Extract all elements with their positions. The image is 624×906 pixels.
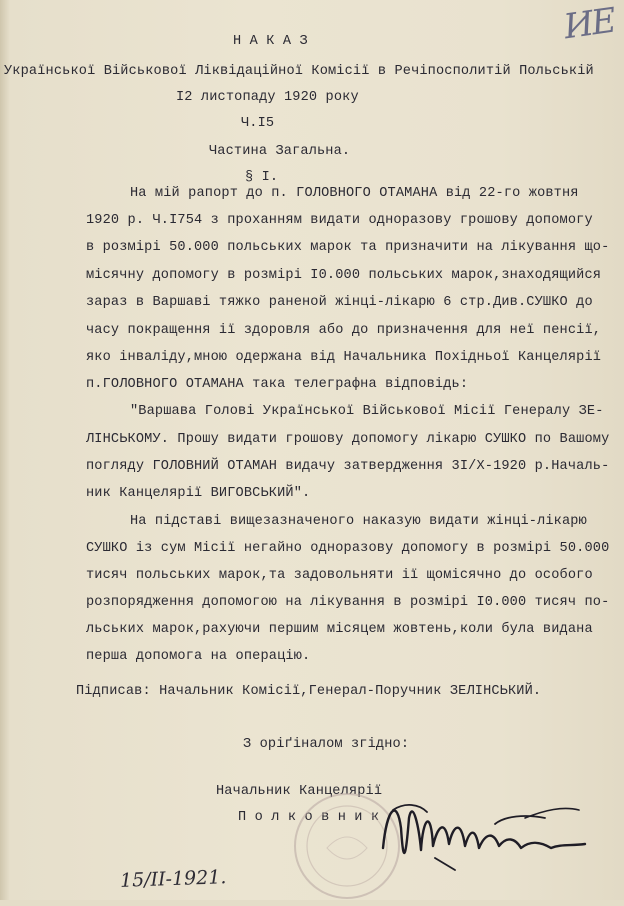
signed-line: Підписав: Начальник Комісії,Генерал-Поручник ЗЕЛІНСЬКИЙ. — [76, 684, 542, 699]
body-line: п.ГОЛОВНОГО ОТАМАНА така телеграфна відповідь: — [86, 377, 469, 392]
section-title: Частина Загальна. — [209, 144, 351, 159]
body-line: яко інваліду,мною одержана від Начальника Похідньої Канцелярії — [86, 350, 602, 365]
document-subtitle: Української Військової Ліквідаційної Комісії в Речіпосполитій Польській — [4, 64, 594, 79]
quote-line: погляду ГОЛОВНИЙ ОТАМАН видачу затвердження 3I/Х-1920 р.Началь- — [86, 459, 610, 474]
quote-line: ник Канцелярії ВИГОВСЬКИЙ". — [86, 486, 311, 501]
document-date: I2 листопаду 1920 року — [176, 90, 359, 105]
signatory-title: Начальник Канцелярії — [216, 784, 383, 799]
body-line: часу покращення ії здоровля або до призначення для неї пенсії, — [86, 323, 602, 338]
body-line: місячну допомогу в розмірі I0.000 польських марок,знаходящийся — [86, 268, 602, 283]
order-number: Ч.I5 — [241, 116, 275, 131]
body-line: СУШКО із сум Місії негайно одноразову допомогу в розмірі 50.000 — [86, 541, 610, 556]
archive-mark: ИЕ — [560, 0, 617, 48]
quote-line: ЛІНСЬКОМУ. Прошу видати грошову допомогу лікарю СУШКО по Вашому — [86, 432, 610, 447]
body-line: зараз в Варшаві тяжко раненой жінці-лікарю 6 стр.Див.СУШКО до — [86, 295, 593, 310]
body-line: 1920 р. Ч.I754 з проханням видати одноразову грошову допомогу — [86, 213, 593, 228]
handwritten-date-note: 15/ІІ-1921. — [119, 866, 227, 892]
body-line: тисяч польських марок,та задовольняти ії щомісячно до особого — [86, 568, 593, 583]
paragraph-mark: § I. — [245, 170, 279, 185]
signatory-rank: П о л к о в н и к — [238, 810, 380, 825]
body-line: На підставі вищезазначеного наказую видати жінці-лікарю — [130, 514, 587, 529]
body-line: перша допомога на операцію. — [86, 649, 311, 664]
certified-line: З оріґіналом згідно: — [243, 737, 410, 752]
handwritten-signature — [375, 788, 590, 883]
body-line: в розмірі 50.000 польських марок та призначити на лікування що- — [86, 240, 610, 255]
quote-line: "Варшава Голові Української Військової Місії Генералу ЗЕ- — [130, 404, 604, 419]
body-line: розпорядження допомогою на лікування в розмірі I0.000 тисяч по- — [86, 595, 610, 610]
body-line: На мій рапорт до п. ГОЛОВНОГО ОТАМАНА від 22-го жовтня — [130, 186, 579, 201]
body-line: льських марок,рахуючи першим місяцем жовтень,коли була видана — [86, 622, 593, 637]
document-title: Н А К А З — [233, 34, 308, 49]
